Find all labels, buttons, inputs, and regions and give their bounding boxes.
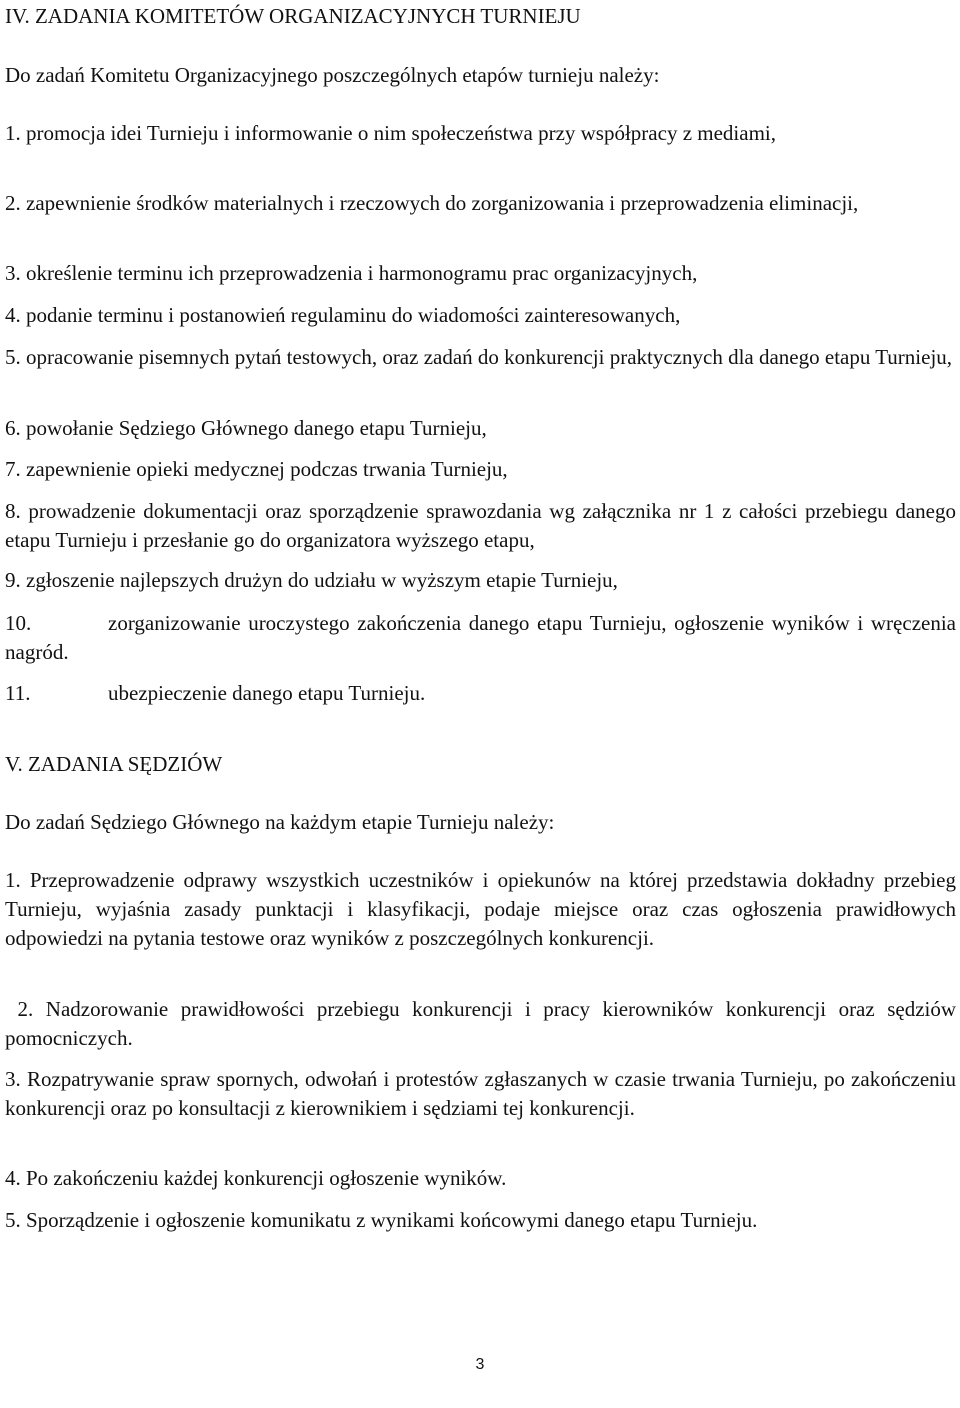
list-item-number: 6. [5, 416, 21, 440]
list-item-text: zgłoszenie najlepszych drużyn do udziału w wyższym etapie Turnieju, [26, 568, 618, 592]
list-item-number: 5. [5, 345, 21, 369]
list-item-5-3 [5, 1065, 956, 1123]
list-item-text: Nadzorowanie prawidłowości przebiegu konkurencji i pracy kierowników konkurencji oraz sędziów pomocniczych. [5, 997, 957, 1050]
list-item-4-7 [5, 455, 956, 484]
list-item-number: 11. [5, 681, 31, 705]
list-item-text: opracowanie pisemnych pytań testowych, oraz zadań do konkurencji praktycznych dla danego etapu Turnieju, [26, 345, 953, 369]
page-number: 3 [475, 1356, 485, 1373]
list-item-5-5 [5, 1206, 956, 1235]
list-item-4-2 [5, 189, 956, 218]
list-item-5-1 [5, 866, 956, 953]
list-item-text: prowadzenie dokumentacji oraz sporządzenie sprawozdania wg załącznika nr 1 z całości przebiegu danego etapu Turnieju i przesłanie go do organizatora wyższego etapu, [5, 499, 957, 552]
list-item-4-1 [5, 119, 956, 148]
list-item-number: 9. [5, 568, 21, 592]
list-item-number: 2. [17, 997, 34, 1021]
list-item-number: 10. [5, 611, 32, 635]
list-item-text: zorganizowanie uroczystego zakończenia danego etapu Turnieju, ogłoszenie wyników i wręczenia nagród. [5, 611, 956, 664]
list-item-4-10 [5, 609, 956, 667]
list-item-text: zapewnienie opieki medycznej podczas trwania Turnieju, [26, 457, 508, 481]
list-item-text: ubezpieczenie danego etapu Turnieju. [108, 681, 426, 705]
list-item-number: 8. [5, 499, 21, 523]
list-item-number: 5. [5, 1208, 21, 1232]
list-item-number: 4. [5, 303, 21, 327]
list-item-text: Rozpatrywanie spraw spornych, odwołań i protestów zgłaszanych w czasie trwania Turnieju, po zakończeniu konkurencji oraz po konsultacji z kierownikiem i sędziami tej konkurencji. [5, 1067, 956, 1120]
list-item-number: 7. [5, 457, 21, 481]
list-item-text: promocja idei Turnieju i informowanie o nim społeczeństwa przy współpracy z mediami, [26, 121, 776, 145]
list-item-4-5 [5, 343, 956, 372]
section-5-intro: Do zadań Sędziego Głównego na każdym etapie Turnieju należy: [5, 810, 555, 834]
section-4-heading: IV. ZADANIA KOMITETÓW ORGANIZACYJNYCH TURNIEJU [5, 4, 581, 28]
list-item-text: określenie terminu ich przeprowadzenia i harmonogramu prac organizacyjnych, [26, 261, 698, 285]
list-item-text: powołanie Sędziego Głównego danego etapu Turnieju, [26, 416, 487, 440]
list-item-4-9 [5, 566, 956, 595]
list-item-4-6 [5, 414, 956, 443]
section-5-heading: V. ZADANIA SĘDZIÓW [5, 752, 223, 776]
list-item-text: podanie terminu i postanowień regulaminu do wiadomości zainteresowanych, [26, 303, 681, 327]
list-item-text: Przeprowadzenie odprawy wszystkich uczestników i opiekunów na której przedstawia dokładny przebieg Turnieju, wyjaśnia zasady punktacji i klasyfikacji, podaje miejsce oraz czas ogłoszenia prawidłowych odpowiedzi na pytania testowe oraz wyników z poszczególnych konkurencji. [5, 868, 956, 950]
list-item-text: zapewnienie środków materialnych i rzeczowych do zorganizowania i przeprowadzenia eliminacji, [26, 191, 859, 215]
list-item-number: 1. [5, 868, 21, 892]
list-item-text: Sporządzenie i ogłoszenie komunikatu z wynikami końcowymi danego etapu Turnieju. [26, 1208, 758, 1232]
section-4-intro: Do zadań Komitetu Organizacyjnego poszczególnych etapów turnieju należy: [5, 63, 660, 87]
list-item-number: 2. [5, 191, 21, 215]
list-item-text: Po zakończeniu każdej konkurencji ogłoszenie wyników. [26, 1166, 507, 1190]
list-item-number: 3. [5, 261, 21, 285]
list-item-number: 4. [5, 1166, 21, 1190]
list-item-number: 1. [5, 121, 21, 145]
list-item-4-4 [5, 301, 956, 330]
list-item-4-11 [5, 679, 956, 708]
list-item-4-8 [5, 497, 956, 555]
list-item-number: 3. [5, 1067, 21, 1091]
list-item-5-2 [5, 995, 956, 1053]
list-item-5-4 [5, 1164, 956, 1193]
list-item-4-3 [5, 259, 956, 288]
